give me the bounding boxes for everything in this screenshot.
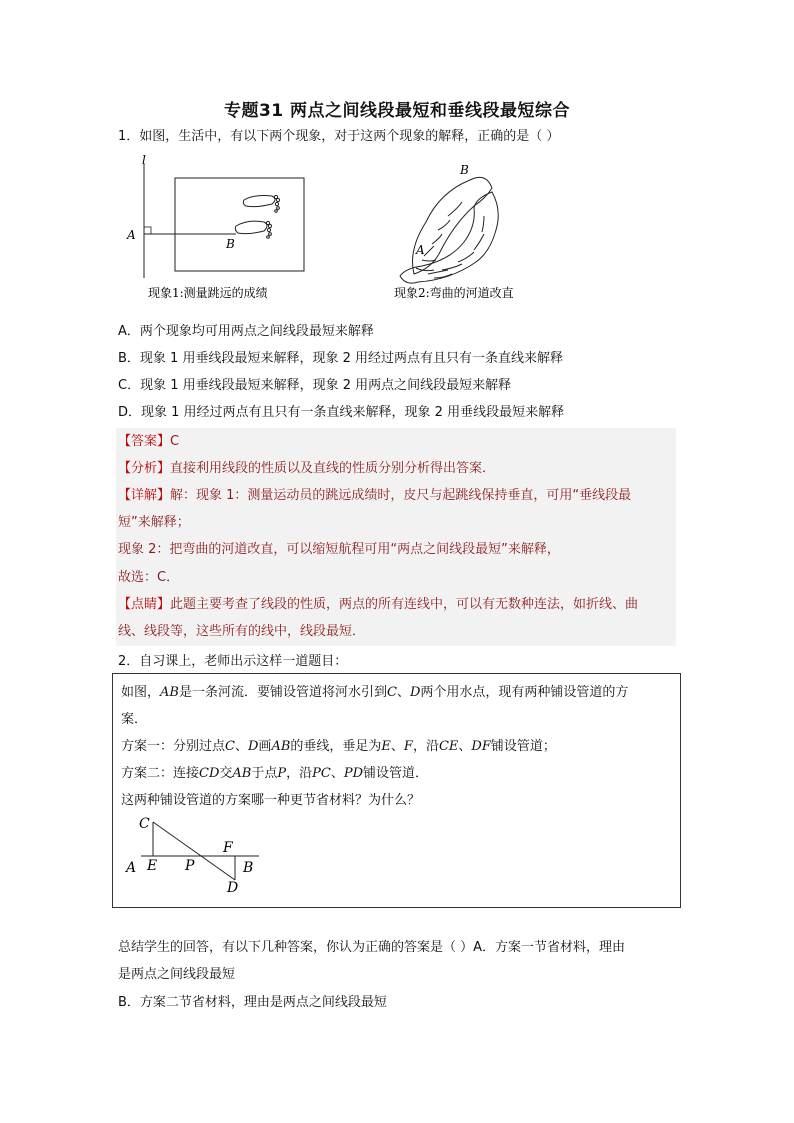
summary-line-3: B．方案二节省材料，理由是两点之间线段最短 <box>118 995 387 1010</box>
answer-tag: 【答案】 <box>118 434 171 449</box>
caption-1: 现象1:测量跳远的成绩 <box>148 286 268 300</box>
label-a: A <box>416 243 425 257</box>
summary-line-2: 是两点之间线段最短 <box>118 967 236 982</box>
right-angle-mark <box>144 227 151 234</box>
point-b: B <box>243 860 254 876</box>
point-d: D <box>227 880 239 894</box>
answer-value: C <box>170 434 180 449</box>
detail-tag: 【详解】 <box>118 488 171 503</box>
figure-long-jump <box>118 152 408 308</box>
footprint-icon <box>235 195 279 238</box>
analysis-line <box>118 457 495 476</box>
analysis-tag: 【分析】 <box>118 461 171 476</box>
page-title: 专题31 两点之间线段最短和垂线段最短综合 <box>223 101 571 121</box>
problem-line-1: 如图，AB是一条河流．要铺设管道将河水引到C、D两个用水点，现有两种铺设管道的方 <box>121 685 629 700</box>
option-b: B．现象 1 用垂线段最短来解释，现象 2 用经过两点有且只有一条直线来解释 <box>118 351 563 366</box>
label-l: l <box>142 153 146 167</box>
option-a: A．两个现象均可用两点之间线段最短来解释 <box>118 324 374 339</box>
figure-river <box>388 152 558 308</box>
problem-line-5: 这两种铺设管道的方案哪一种更节省材料？为什么？ <box>121 793 421 808</box>
comment-text-1: 此题主要考查了线段的性质，两点的所有连线中，可以有无数种连法，如折线、曲 <box>170 597 639 612</box>
comment-line-1 <box>118 593 638 612</box>
question-1-stem: 1．如图，生活中，有以下两个现象，对于这两个现象的解释，正确的是（ ） <box>118 129 560 144</box>
problem-line-2: 案． <box>121 712 148 727</box>
detail-line-2: 短”来解释； <box>118 515 190 530</box>
problem-box <box>112 673 681 908</box>
option-c: C．现象 1 用垂线段最短来解释，现象 2 用两点之间线段最短来解释 <box>118 378 512 393</box>
detail-text-1: 解：现象 1：测量运动员的跳远成绩时，皮尺与起跳线保持垂直，可用“垂线段最 <box>170 488 632 503</box>
detail-line-4: 故选：C． <box>118 570 180 585</box>
figure-pipeline <box>123 814 273 894</box>
problem-line-3: 方案一：分别过点C、D画AB的垂线，垂足为E、F，沿CE、DF铺设管道； <box>121 739 556 754</box>
option-d: D．现象 1 用经过两点有且只有一条直线来解释，现象 2 用垂线段最短来解释 <box>118 405 565 420</box>
point-f: F <box>223 840 233 856</box>
problem-line-4: 方案二：连接CD交AB于点P，沿PC、PD铺设管道． <box>121 766 429 781</box>
answer-line <box>118 430 179 449</box>
detail-line-1 <box>118 484 631 503</box>
point-e: E <box>147 858 158 874</box>
point-p: P <box>185 858 195 874</box>
question-2-stem: 2．自习课上，老师出示这样一道题目： <box>118 654 348 669</box>
detail-line-3: 现象 2：把弯曲的河道改直，可以缩短航程可用“两点之间线段最短”来解释， <box>118 542 560 557</box>
analysis-text: 直接利用线段的性质以及直线的性质分别分析得出答案． <box>170 461 496 476</box>
river-icon <box>400 177 498 283</box>
point-c: C <box>139 816 150 832</box>
comment-tag: 【点睛】 <box>118 597 171 612</box>
caption-2: 现象2:弯曲的河道改直 <box>394 286 514 300</box>
comment-line-2: 线、线段等，这些所有的线中，线段最短． <box>118 624 366 639</box>
summary-line-1: 总结学生的回答，有以下几种答案，你认为正确的答案是（ ）A．方案一节省材料，理由 <box>118 940 626 955</box>
label-a: A <box>127 228 136 242</box>
point-a: A <box>126 860 137 876</box>
label-b: B <box>460 163 469 177</box>
label-b: B <box>226 237 235 251</box>
